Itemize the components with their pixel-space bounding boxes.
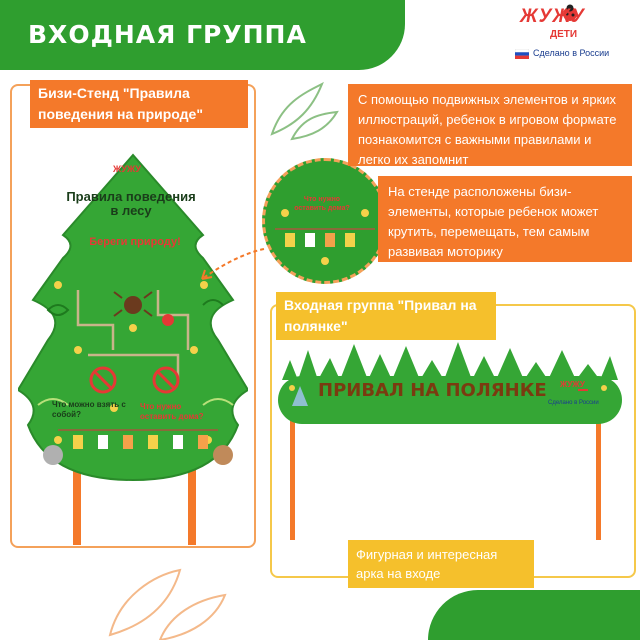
svg-text:ЖУЖУ: ЖУЖУ	[113, 164, 141, 174]
arch-illustration	[278, 340, 622, 540]
tree-question-1: Что можно взять с собой?	[52, 400, 126, 419]
brand-logo	[510, 4, 632, 68]
decorative-leaves	[262, 74, 342, 144]
russia-flag-icon	[515, 49, 529, 59]
made-in-russia-text: Сделано в России	[533, 48, 610, 58]
arch-sign-made-in: Сделано в России	[548, 400, 599, 406]
brand-sub: ДЕТИ	[550, 29, 578, 40]
decorative-leaves-bottom	[100, 555, 230, 640]
dashed-arrow	[196, 245, 268, 285]
tree-question-2: Что нужно оставить дома?	[140, 402, 204, 421]
page-title: ВХОДНАЯ ГРУППА	[28, 20, 307, 49]
arch-sign-brand: ЖУЖУ	[560, 380, 585, 389]
brand-name: ЖУЖУ	[520, 6, 585, 27]
zoom-detail-circle	[262, 158, 388, 284]
zoom-detail-text: Что нужно оставить дома?	[294, 196, 350, 212]
tree-heading: Правила поведения в лесу	[66, 189, 196, 218]
zoom-detail-items	[265, 161, 385, 281]
stand-title: Бизи-Стенд "Правила поведения на природе"	[30, 80, 248, 128]
arch-sign-text: ПРИВАЛ НА ПОЛЯНКЕ	[318, 380, 547, 401]
tree-banner: Береги природу!	[89, 236, 181, 248]
arch-title: Входная группа "Привал на полянке"	[276, 292, 496, 340]
bottom-green-shape	[428, 590, 640, 640]
callout-busy-elements: На стенде расположены бизи-элементы, которые ребенок может крутить, перемещать, тем самым развивая моторику	[378, 176, 632, 262]
callout-learning: С помощью подвижных элементов и ярких иллюстраций, ребенок в игровом формате познакомится с важными правилами и легко их запомнит	[348, 84, 632, 166]
made-in-russia-badge	[512, 46, 630, 62]
arch-caption: Фигурная и интересная арка на входе	[348, 540, 534, 588]
